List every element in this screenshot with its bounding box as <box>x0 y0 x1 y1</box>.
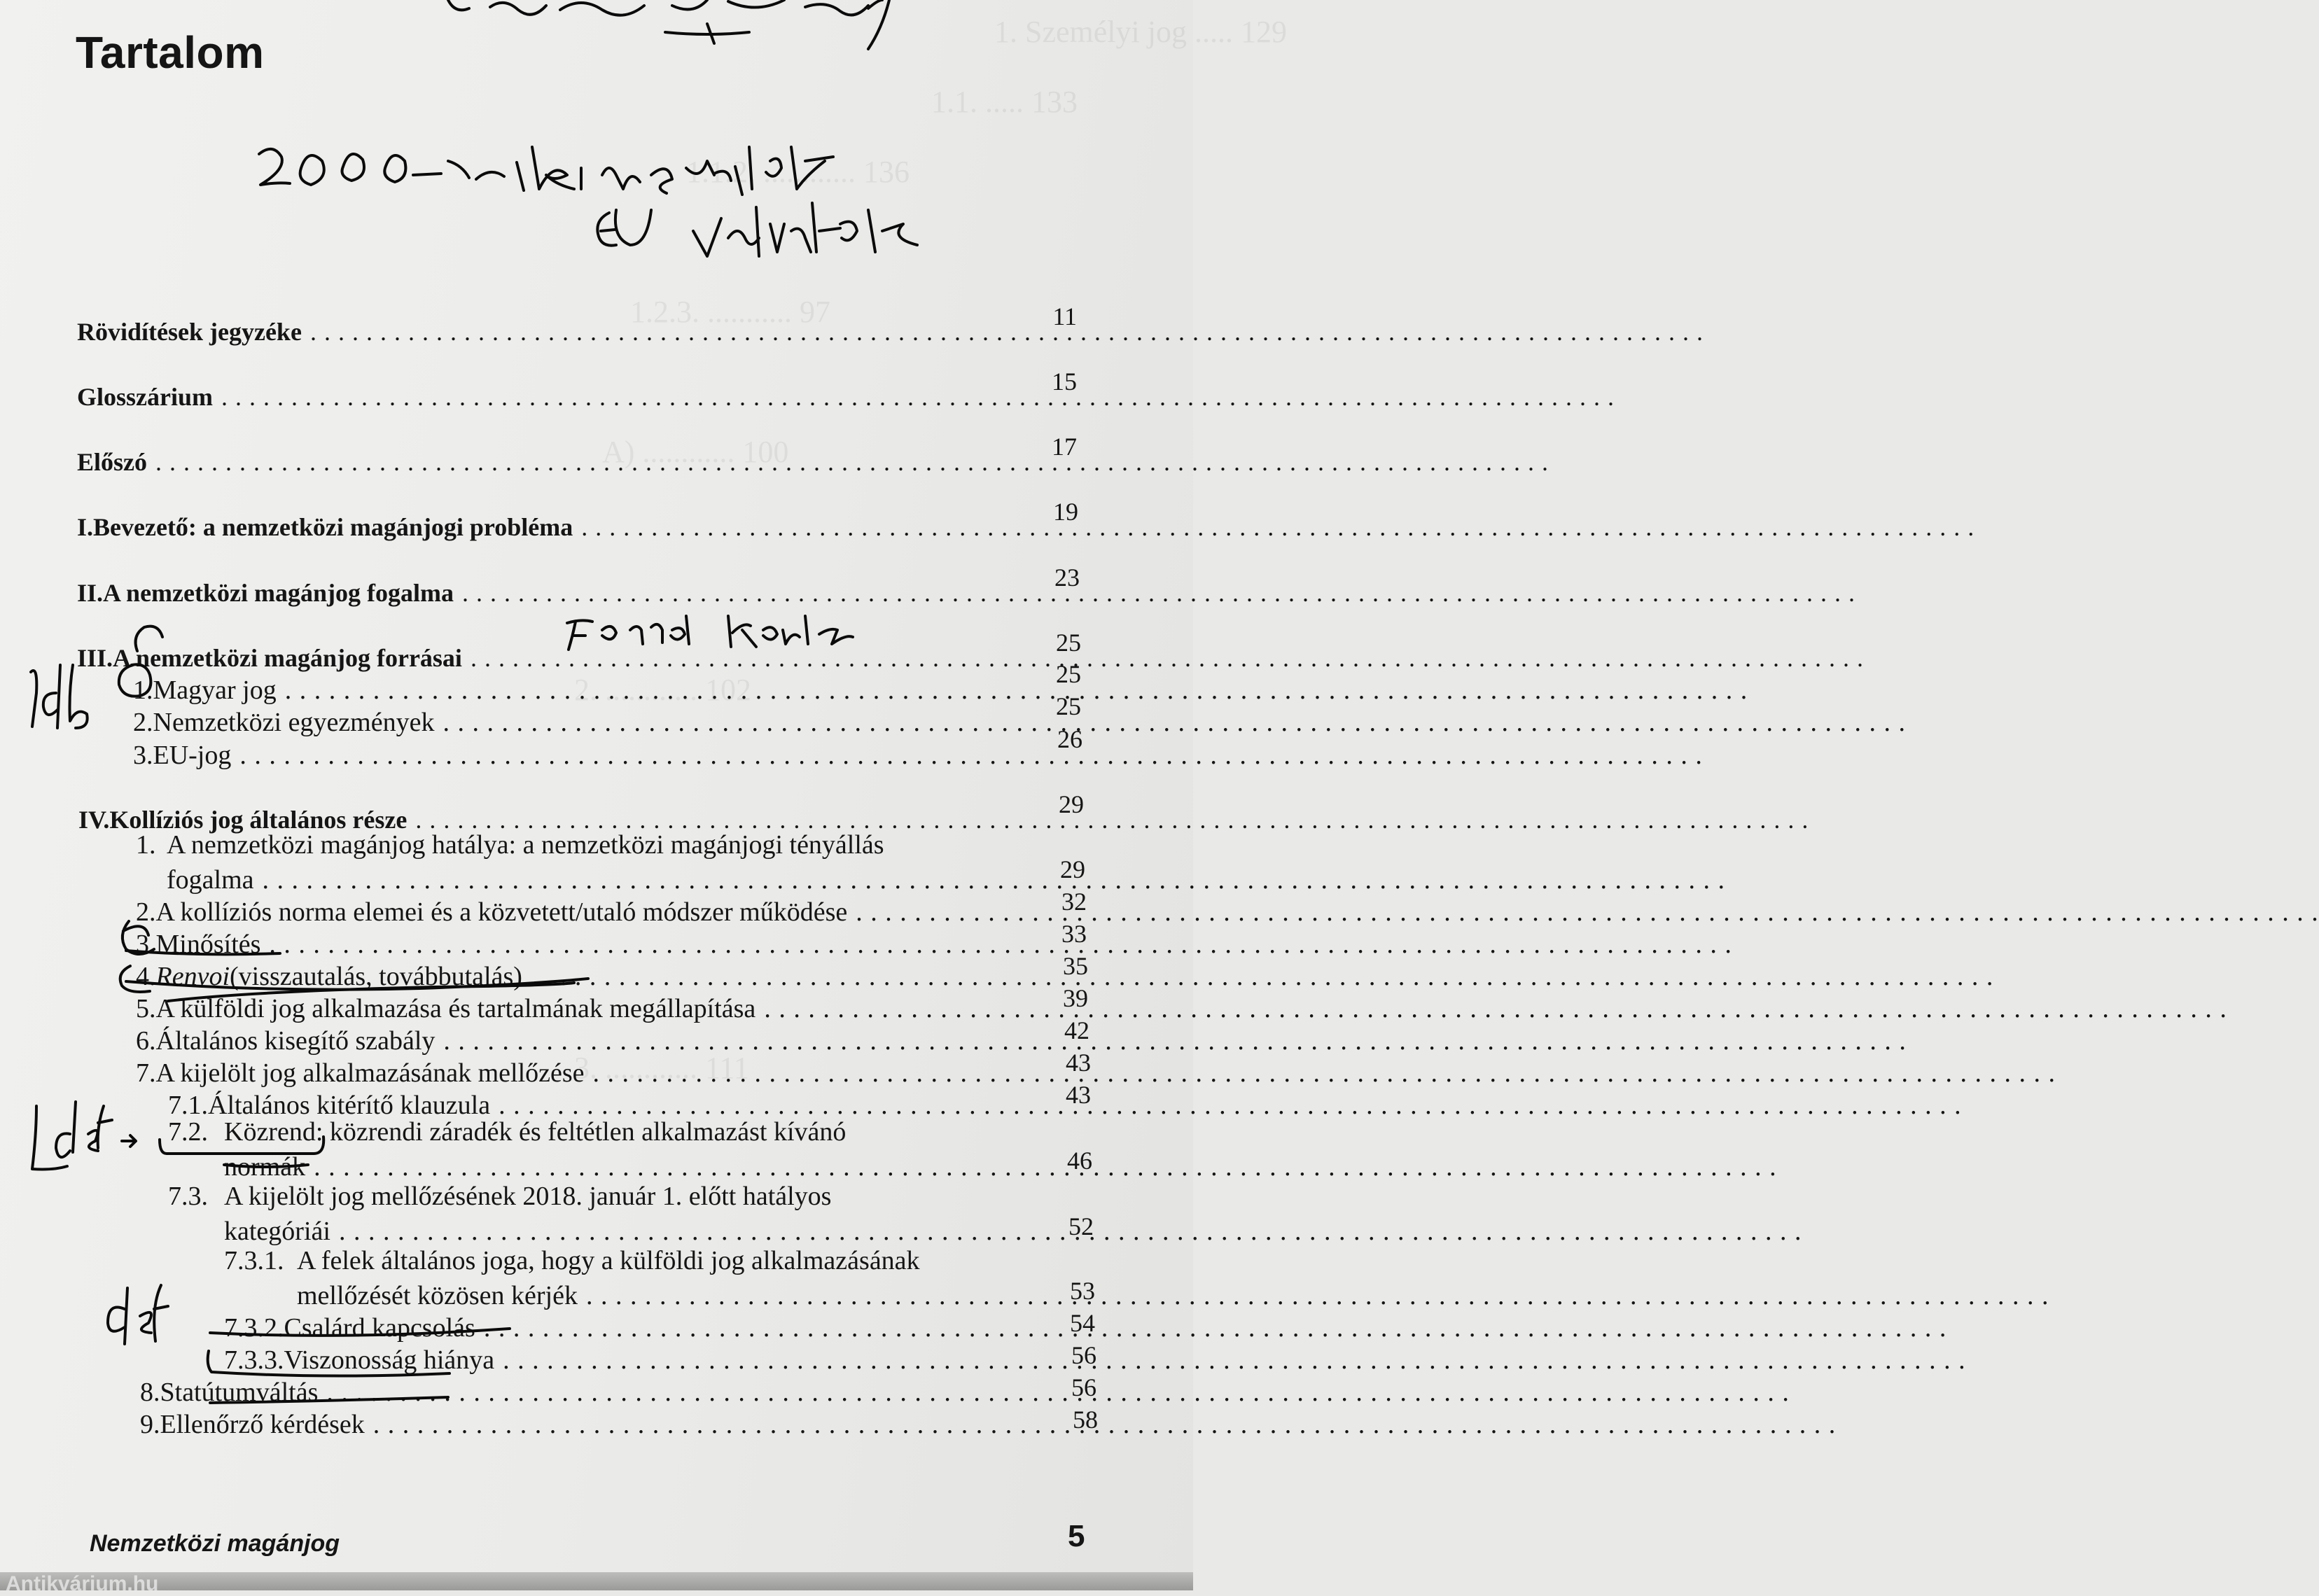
show-through-text: 1. Személyi jog ..... 129 <box>994 15 1287 49</box>
page-number: 43 <box>1066 1081 1091 1109</box>
page-number: 52 <box>1068 1212 1094 1240</box>
entry-number: IV. <box>78 806 110 834</box>
entry-label: Csalárd kapcsolás <box>284 1313 475 1343</box>
page-number: 54 <box>1070 1309 1095 1337</box>
entry-label: A nemzetközi magánjog forrásai <box>113 644 462 672</box>
entry-label: A nemzetközi magánjog fogalma <box>103 579 454 607</box>
entry-label: Viszonosság hiánya <box>284 1345 495 1375</box>
toc-entry-7-1 <box>168 1092 1024 1119</box>
entry-number: 6. <box>136 1026 156 1056</box>
page-number: 29 <box>1060 855 1085 883</box>
toc-entry-4-1-line1 <box>136 832 884 858</box>
page-number: 42 <box>1064 1016 1089 1044</box>
entry-label: (visszautalás, továbbutalás) <box>230 962 522 991</box>
entry-number: 2. <box>133 708 153 737</box>
entry-number: 7.3. <box>168 1182 208 1211</box>
entry-label-cont: normák <box>224 1152 306 1182</box>
page-number: 23 <box>1054 564 1080 592</box>
entry-number: 3. <box>136 930 156 959</box>
page-number: 19 <box>1053 498 1078 526</box>
toc-entry-3-1 <box>133 677 1008 704</box>
entry-number: 7.2. <box>168 1117 208 1147</box>
page-number: 25 <box>1056 692 1081 720</box>
show-through-text: 1.1.2. ............ 136 <box>686 155 910 189</box>
toc-entry-4-7 <box>136 1060 1022 1086</box>
page-number: 32 <box>1061 888 1087 916</box>
entry-label: Általános kisegítő szabály <box>155 1026 436 1056</box>
toc-entry-7-2-line2 <box>224 1154 1025 1180</box>
toc-entry-7-3-line1 <box>168 1183 831 1210</box>
entry-number: 5. <box>136 994 156 1023</box>
entry-label: Minősítés <box>155 930 261 959</box>
toc-entry-chapter-4 <box>78 807 1012 832</box>
footer-book-title: Nemzetközi magánjog <box>90 1530 340 1557</box>
page-number: 43 <box>1066 1049 1091 1077</box>
toc-entry-7-3-1-line1 <box>224 1247 920 1274</box>
toc-entry-4-3 <box>136 931 1017 958</box>
toc-entry-chapter-2 <box>77 580 1005 606</box>
entry-label-italic: Renvoi <box>155 962 230 991</box>
entry-label: Rövidítések jegyzéke <box>77 318 302 346</box>
footer-page-number: 5 <box>1068 1519 1085 1553</box>
entry-number: 7.3.1. <box>224 1246 284 1275</box>
page-number: 15 <box>1052 368 1077 396</box>
toc-entry-4-5 <box>136 995 1019 1022</box>
entry-label: A nemzetközi magánjog hatálya: a nemzetközi magánjogi tényállás <box>167 830 884 860</box>
entry-label: EU-jog <box>153 741 232 770</box>
entry-label: Általános kitérítő klauzula <box>208 1091 491 1120</box>
toc-entry-abbreviations <box>77 319 1001 344</box>
toc-entry-4-8 <box>140 1379 1032 1406</box>
entry-number: 8. <box>140 1378 160 1407</box>
entry-label: A külföldi jog alkalmazása és tartalmának megállapítása <box>155 994 756 1023</box>
show-through-text: A) ............ 100 <box>602 435 789 469</box>
entry-number: 7. <box>136 1058 156 1088</box>
entry-number: 7.1. <box>168 1091 208 1120</box>
show-through-text: 1.2.3. ........... 97 <box>630 295 830 329</box>
entry-number: II. <box>77 579 104 607</box>
entry-label: Ellenőrző kérdések <box>160 1410 365 1439</box>
show-through-text: 1.1. ..... 133 <box>931 85 1078 119</box>
entry-number: 1. <box>136 830 156 860</box>
entry-number: 7.3.2. <box>224 1313 284 1343</box>
entry-label: A kijelölt jog mellőzésének 2018. január 1. előtt hatályos <box>224 1182 832 1211</box>
entry-label: Statútumváltás <box>160 1378 319 1407</box>
page-number: 29 <box>1059 790 1084 818</box>
entry-label: A kijelölt jog alkalmazásának mellőzése <box>155 1058 585 1088</box>
page-number: 39 <box>1063 984 1088 1012</box>
page-number: 17 <box>1052 433 1077 461</box>
toc-entry-7-2-line1 <box>168 1119 846 1145</box>
toc-entry-glossary <box>77 384 1001 410</box>
page-number: 56 <box>1071 1373 1096 1401</box>
entry-label-cont: kategóriái <box>224 1217 330 1246</box>
entry-number: 9. <box>140 1410 160 1439</box>
entry-label: A felek általános joga, hogy a külföldi jog alkalmazásának <box>297 1246 920 1275</box>
toc-entry-3-2 <box>133 709 1010 736</box>
entry-number: 3. <box>133 741 153 770</box>
show-through-text: 3. ............ 111 <box>574 1051 749 1085</box>
entry-number: III. <box>77 644 113 672</box>
toc-entry-7-3-line2 <box>224 1218 1026 1245</box>
page-number: 26 <box>1057 725 1082 753</box>
page-number: 25 <box>1056 660 1081 688</box>
entry-label: Magyar jog <box>153 676 277 705</box>
page-number: 58 <box>1073 1406 1098 1434</box>
page-number: 53 <box>1070 1277 1095 1305</box>
page-title: Tartalom <box>76 27 265 78</box>
toc-entry-chapter-1 <box>77 514 1004 540</box>
entry-label: A kollíziós norma elemei és a közvetett/utaló módszer működése <box>155 897 848 927</box>
toc-entry-3-3 <box>133 742 1011 769</box>
toc-entry-4-2 <box>136 899 1015 925</box>
entry-number: 1. <box>133 676 153 705</box>
page-number: 25 <box>1056 629 1081 657</box>
toc-entry-4-1-line2 <box>167 867 1014 893</box>
entry-label: Kollíziós jog általános része <box>109 806 408 834</box>
show-through-text: 2. ............ 102 <box>574 673 751 707</box>
page-number: 33 <box>1061 920 1087 948</box>
toc-entry-4-4 <box>136 963 1018 990</box>
page-number: 35 <box>1063 952 1088 980</box>
page-number: 56 <box>1071 1341 1096 1369</box>
entry-number: I. <box>77 513 94 541</box>
toc-entry-4-6 <box>136 1028 1021 1054</box>
entry-label: Nemzetközi egyezmények <box>153 708 435 737</box>
toc-entry-7-3-1-line2 <box>297 1282 1028 1309</box>
toc-entry-preface <box>77 449 1003 475</box>
toc-entry-7-3-3 <box>224 1347 1031 1373</box>
entry-number: 4. <box>136 962 156 991</box>
page-number: 46 <box>1067 1147 1092 1175</box>
entry-number: 2. <box>136 897 156 927</box>
watermark: Antikvárium.hu <box>6 1572 159 1595</box>
entry-label: Glosszárium <box>77 383 213 411</box>
scan-edge <box>0 1572 1193 1590</box>
toc-entry-7-3-2 <box>224 1315 1029 1341</box>
toc-entry-chapter-3 <box>77 645 1007 671</box>
entry-label-cont: mellőzését közösen kérjék <box>297 1281 578 1310</box>
entry-number: 7.3.3. <box>224 1345 284 1375</box>
page-number: 11 <box>1052 302 1077 330</box>
toc-entry-4-9 <box>140 1411 1033 1438</box>
entry-label-cont: fogalma <box>167 865 254 895</box>
entry-label: Bevezető: a nemzetközi magánjogi probléma <box>93 513 573 541</box>
entry-label: Előszó <box>77 448 148 476</box>
entry-label: Közrend: közrendi záradék és feltétlen alkalmazást kívánó <box>224 1117 847 1147</box>
